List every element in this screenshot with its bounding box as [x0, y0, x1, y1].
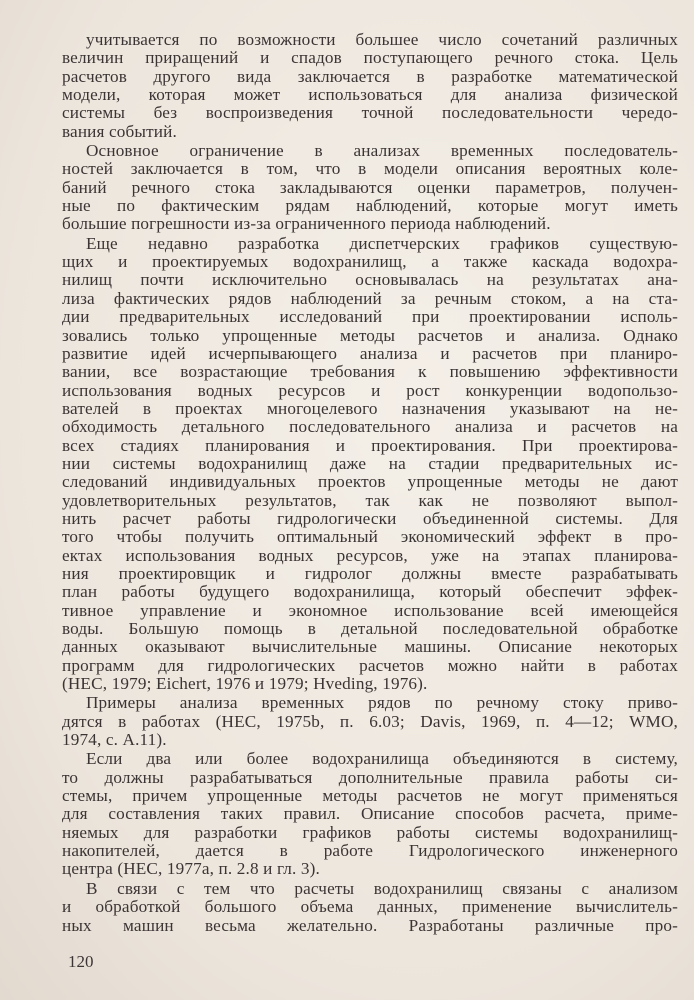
- text-line: удовлетворительных результатов, так как не позволяют выпол-: [62, 490, 678, 510]
- text-line: большие погрешности из-за ограниченного периода наблюдений.: [62, 214, 551, 234]
- text-line: вания событий.: [62, 121, 177, 141]
- text-line: развитие идей исчерпывающего анализа и расчетов при планиро-: [62, 343, 678, 363]
- text-line: использования водных ресурсов и рост конкуренции водопользо-: [62, 380, 678, 400]
- text-line: следований индивидуальных проектов упрощенные методы не дают: [62, 472, 678, 492]
- text-line: зовались только упрощенные методы расчетов и анализа. Однако: [62, 325, 678, 345]
- text-line: няемых для разработки графиков работы системы водохранилищ-: [62, 822, 678, 842]
- text-line: величин приращений и спадов поступающего речного стока. Цель: [62, 48, 678, 68]
- text-line: модели, которая может использоваться для анализа физической: [62, 85, 678, 105]
- text-line: ных машин весьма желательно. Разработаны различные про-: [62, 915, 678, 935]
- text-line: дии предварительных исследований при проектировании исполь-: [62, 307, 678, 327]
- text-line: нилищ почти исключительно основывалась на результатах ана-: [62, 270, 678, 290]
- text-line: (HEC, 1979; Eichert, 1976 и 1979; Hveding, 1976).: [62, 674, 428, 694]
- paragraph: [62, 694, 678, 749]
- text-line: и обработкой большого объема данных, применение вычислитель-: [62, 897, 678, 917]
- text-line: тивное управление и экономное использование всей имеющейся: [62, 600, 678, 620]
- text-line: дятся в работах (HEC, 1975b, п. 6.03; Davis, 1969, п. 4—12; WMO,: [62, 711, 678, 731]
- text-line: ностей заключается в том, что в модели описания вероятных коле-: [62, 159, 678, 179]
- text-line: всех стадиях планирования и проектирования. При проектирова-: [62, 435, 678, 455]
- text-line: Основное ограничение в анализах временных последователь-: [86, 141, 678, 161]
- text-line: центра (HEC, 1977a, п. 2.8 и гл. 3).: [62, 859, 320, 879]
- paragraph: [62, 880, 678, 935]
- paragraph: [62, 235, 678, 694]
- text-line: 1974, с. A.11).: [62, 730, 167, 750]
- text-line: расчетов другого вида заключается в разработке математической: [62, 66, 678, 86]
- paragraph: [62, 142, 678, 234]
- paragraph: [62, 31, 678, 141]
- text-line: В связи с тем что расчеты водохранилищ связаны с анализом: [86, 878, 678, 898]
- text-line: накопителей, дается в работе Гидрологического инженерного: [62, 841, 678, 861]
- text-line: то должны разрабатываться дополнительные правила работы си-: [62, 767, 678, 787]
- text-line: учитывается по возможности большее число сочетаний различных: [86, 30, 678, 49]
- text-line: обходимость детального последовательного анализа и расчетов на: [62, 417, 678, 437]
- text-line: системы без воспроизведения точной последовательности чередо-: [62, 103, 678, 123]
- text-line: данных оказывают вычислительные машины. Описание некоторых: [62, 637, 678, 657]
- text-line: программ для гидрологических расчетов можно найти в работах: [62, 655, 678, 675]
- text-line: стемы, причем упрощенные методы расчетов не могут применяться: [62, 786, 678, 806]
- body-text: [62, 31, 678, 936]
- text-line: план работы будущего водохранилища, который обеспечит эффек-: [62, 582, 678, 602]
- text-line: вании, все возрастающие требования к повышению эффективности: [62, 362, 678, 382]
- text-line: нить расчет работы гидрологически объединенной системы. Для: [62, 508, 678, 528]
- text-line: лиза фактических рядов наблюдений за речным стоком, а на ста-: [62, 288, 678, 308]
- text-line: Еще недавно разработка диспетчерских графиков существую-: [86, 233, 678, 253]
- text-line: баний речного стока закладываются оценки параметров, получен-: [62, 177, 678, 197]
- text-line: для составления таких правил. Описание способов расчета, приме-: [62, 804, 678, 824]
- text-line: вателей в проектах многоцелевого назначения указывают на не-: [62, 398, 678, 418]
- text-line: Если два или более водохранилища объединяются в систему,: [86, 749, 678, 769]
- text-line: ектах использования водных ресурсов, уже на этапах планирова-: [62, 545, 678, 565]
- text-line: ные по фактическим рядам наблюдений, которые могут иметь: [62, 196, 678, 216]
- text-line: щих и проектируемых водохранилищ, а также каскада водохра-: [62, 252, 678, 272]
- paragraph: [62, 750, 678, 878]
- page-number: 120: [68, 952, 94, 971]
- text-line: Примеры анализа временных рядов по речному стоку приво-: [86, 693, 678, 713]
- text-line: ния проектировщик и гидролог должны вместе разрабатывать: [62, 563, 678, 583]
- text-line: того чтобы получить оптимальный экономический эффект в про-: [62, 527, 678, 547]
- text-line: нии системы водохранилищ даже на стадии предварительных ис-: [62, 453, 678, 473]
- text-line: воды. Большую помощь в детальной последовательной обработке: [62, 619, 678, 638]
